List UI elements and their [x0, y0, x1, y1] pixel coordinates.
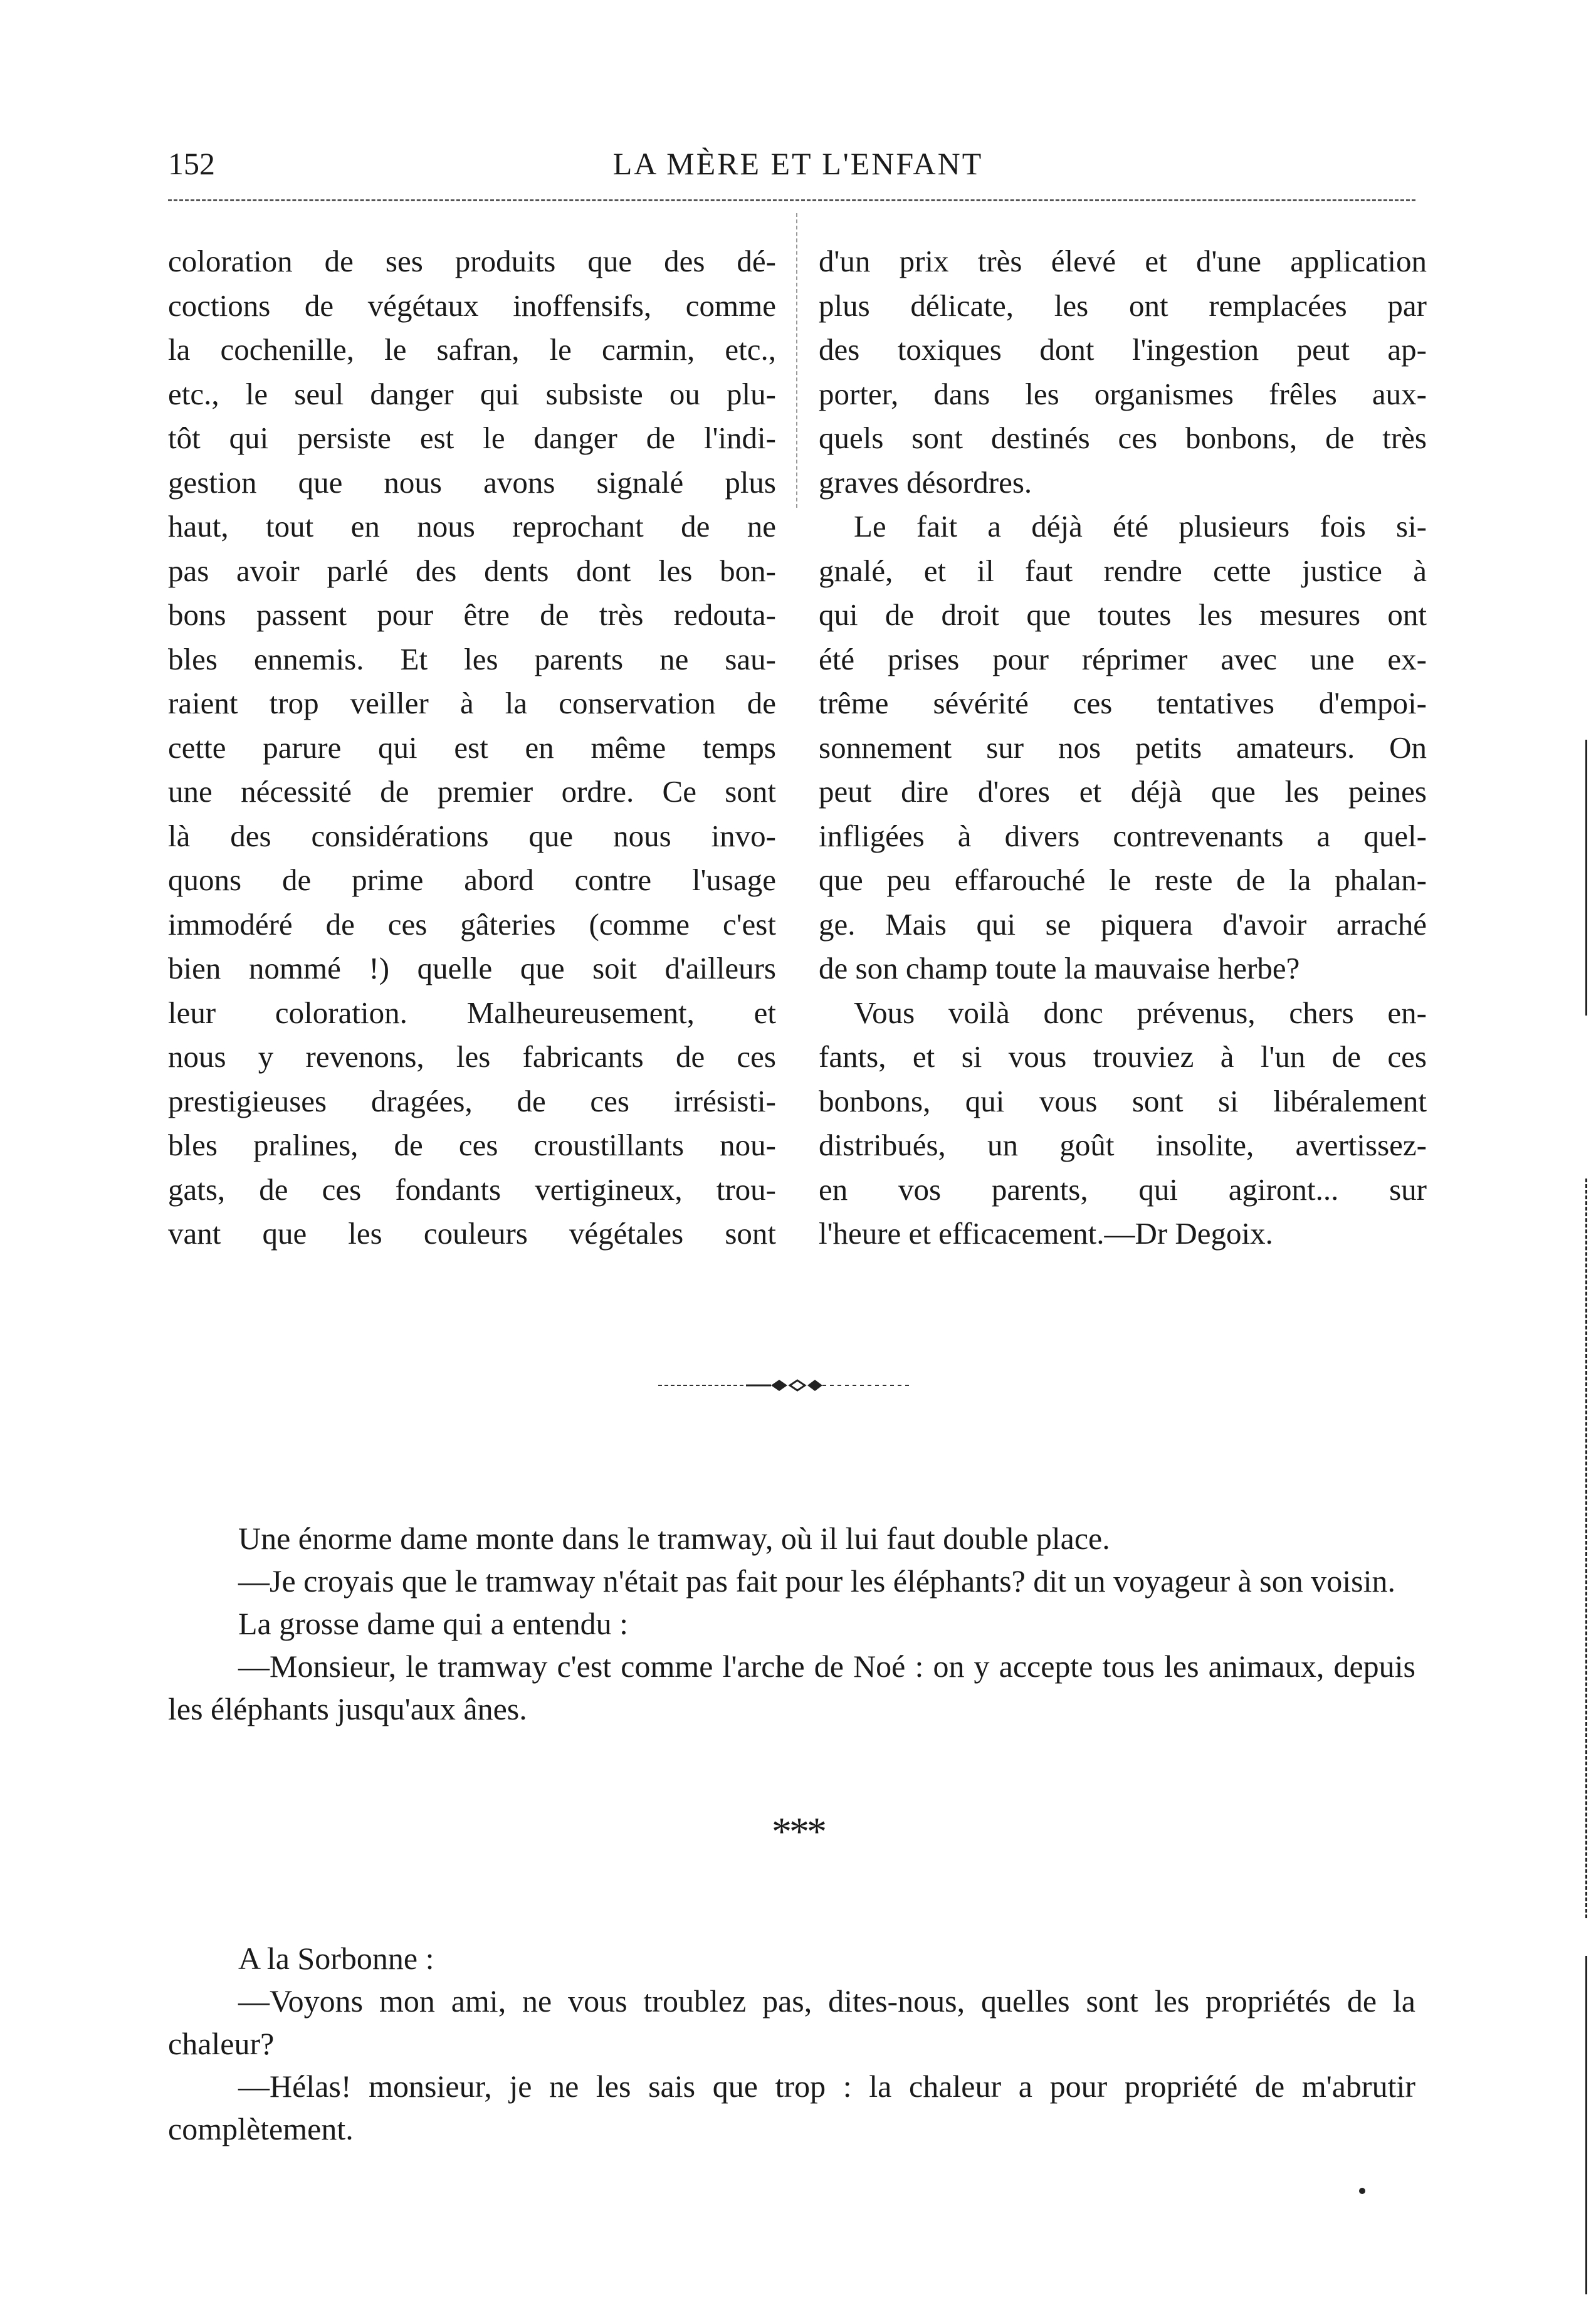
anecdote-sorbonne — [168, 1937, 1415, 2150]
page-number: 152 — [168, 146, 215, 181]
text-line: été prises pour réprimer avec une ex- — [819, 641, 1427, 676]
text-line: tôt qui persiste est le danger de l'indi- — [168, 421, 776, 455]
anecdote-tramway — [168, 1517, 1415, 1730]
text-line: trême sévérité ces tentatives d'empoi- — [819, 686, 1427, 720]
text-line: quons de prime abord contre l'usage — [168, 863, 776, 897]
asterism: *** — [772, 1809, 824, 1854]
text-line: bles ennemis. Et les parents ne sau- — [168, 641, 776, 676]
text-line: bons passent pour être de très redouta- — [168, 597, 776, 632]
text-line: pas avoir parlé des dents dont les bon- — [168, 553, 776, 588]
text-line: immodéré de ces gâteries (comme c'est — [168, 906, 776, 942]
text-line: quels sont destinés ces bonbons, de très — [819, 421, 1427, 455]
paragraph: —Monsieur, le tramway c'est comme l'arche de Noé : on y accepte tous les animaux, depuis les éléphants jusqu'aux ânes. — [168, 1649, 1415, 1726]
text-line: etc., le seul danger qui subsiste ou plu- — [168, 376, 776, 411]
scan-edge-mark — [1585, 740, 1587, 1016]
scan-edge-mark — [1585, 1179, 1587, 1918]
text-line: l'heure et efficacement.—Dr Degoix. — [819, 1216, 1273, 1251]
text-line: vant que les couleurs végétales sont — [168, 1216, 776, 1251]
text-line: de son champ toute la mauvaise herbe? — [819, 951, 1300, 985]
scan-edge-mark — [1585, 1956, 1587, 2294]
text-line: raient trop veiller à la conservation de — [168, 686, 776, 720]
section-ornament — [652, 1373, 915, 1398]
text-line: plus délicate, les ont remplacées par — [819, 288, 1427, 323]
text-line: prestigieuses dragées, de ces irrésisti- — [168, 1083, 776, 1118]
text-line: leur coloration. Malheureusement, et — [168, 995, 776, 1030]
text-line: une nécessité de premier ordre. Ce sont — [168, 774, 776, 809]
text-line: ge. Mais qui se piquera d'avoir arraché — [819, 906, 1427, 942]
text-line: là des considérations que nous invo- — [168, 818, 776, 853]
text-line: des toxiques dont l'ingestion peut ap- — [819, 332, 1427, 367]
article-right-column — [819, 239, 1427, 1256]
text-line: graves désordres. — [819, 465, 1032, 500]
text-line: Vous voilà donc prévenus, chers en- — [854, 995, 1427, 1030]
text-line: sonnement sur nos petits amateurs. On — [819, 730, 1427, 765]
paragraph: —Hélas! monsieur, je ne les sais que trop : la chaleur a pour propriété de m'abrutir complètement. — [168, 2069, 1415, 2146]
article-left-column — [168, 239, 776, 1256]
text-line: en vos parents, qui agiront... sur — [819, 1172, 1427, 1207]
text-line: gestion que nous avons signalé plus — [168, 465, 776, 500]
text-line: cette parure qui est en même temps — [168, 730, 776, 765]
text-line: nous y revenons, les fabricants de ces — [168, 1039, 776, 1074]
text-line: Le fait a déjà été plusieurs fois si- — [854, 509, 1427, 543]
text-line: haut, tout en nous reprochant de ne — [168, 509, 776, 543]
text-line: coloration de ses produits que des dé- — [168, 244, 776, 278]
text-line: bien nommé !) quelle que soit d'ailleurs — [168, 951, 776, 985]
text-line: peut dire d'ores et déjà que les peines — [819, 774, 1427, 809]
header-rule — [168, 199, 1415, 201]
text-line: bles pralines, de ces croustillants nou- — [168, 1128, 776, 1162]
text-line: d'un prix très élevé et d'une application — [819, 244, 1427, 278]
running-title: LA MÈRE ET L'ENFANT — [612, 146, 984, 181]
text-line: bonbons, qui vous sont si libéralement — [819, 1083, 1427, 1118]
column-divider — [796, 213, 797, 508]
paragraph: —Voyons mon ami, ne vous troublez pas, dites-nous, quelles sont les propriétés de la chaleur? — [168, 1983, 1415, 2061]
text-line: distribués, un goût insolite, avertissez- — [819, 1128, 1427, 1162]
text-line: coctions de végétaux inoffensifs, comme — [168, 288, 776, 323]
scan-speck — [1359, 2188, 1365, 2194]
text-line: gats, de ces fondants vertigineux, trou- — [168, 1172, 776, 1207]
text-line: la cochenille, le safran, le carmin, etc., — [168, 332, 776, 367]
text-line: infligées à divers contrevenants a quel- — [819, 818, 1427, 853]
paragraph: Une énorme dame monte dans le tramway, où il lui faut double place. — [238, 1521, 1110, 1556]
text-line: fants, et si vous trouviez à l'un de ces — [819, 1039, 1427, 1074]
text-line: qui de droit que toutes les mesures ont — [819, 597, 1427, 632]
paragraph: —Je croyais que le tramway n'était pas fait pour les éléphants? dit un voyageur à son voisin. — [238, 1563, 1395, 1599]
paragraph: La grosse dame qui a entendu : — [238, 1606, 629, 1641]
text-line: que peu effarouché le reste de la phalan- — [819, 863, 1427, 897]
text-line: porter, dans les organismes frêles aux- — [819, 376, 1427, 411]
text-line: gnalé, et il faut rendre cette justice à — [819, 553, 1427, 588]
paragraph: A la Sorbonne : — [238, 1941, 434, 1976]
